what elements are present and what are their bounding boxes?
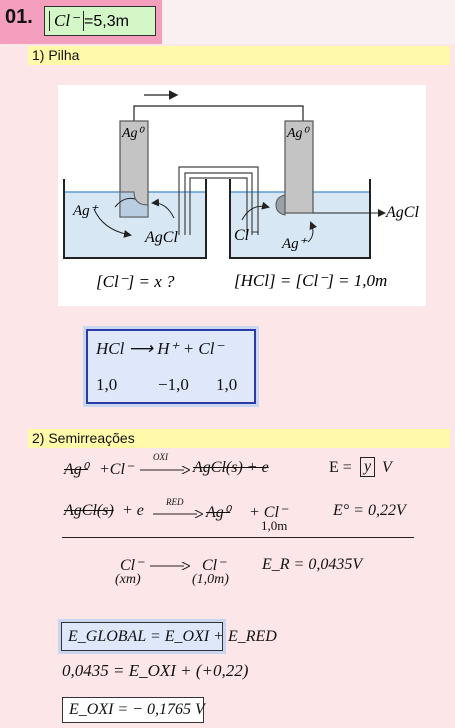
half1-arrow-label: OXI bbox=[153, 452, 168, 462]
overall-potential: E_R = 0,0435V bbox=[262, 556, 363, 573]
dissociation-conc-hcl: 1,0 bbox=[96, 375, 118, 394]
overall-arrow bbox=[150, 562, 190, 570]
sum-divider bbox=[62, 537, 414, 538]
half1-potential-lhs: E = bbox=[329, 459, 352, 476]
half1-potential-unit: V bbox=[382, 459, 392, 476]
final-answer: E_OXI = − 0,1765 V bbox=[69, 701, 205, 718]
answer-species: Cl⁻ bbox=[49, 11, 84, 31]
half2-concentration: 1,0m bbox=[261, 518, 288, 533]
half1-product: AgCl(s) + e bbox=[193, 459, 269, 476]
question-header bbox=[0, 0, 455, 44]
overall-left-species: Cl⁻ bbox=[120, 557, 144, 574]
half2-product-cl: + Cl⁻ bbox=[249, 504, 288, 521]
half2-arrow-label: RED bbox=[166, 497, 184, 507]
global-equation: E_GLOBAL = E_OXI + E_RED bbox=[68, 628, 277, 645]
left-electrode-label: Ag⁰ bbox=[122, 126, 144, 141]
answer-value: =5,3m bbox=[84, 13, 129, 30]
overall-left-concentration: (xm) bbox=[115, 572, 141, 587]
overall-right-species: Cl⁻ bbox=[202, 557, 226, 574]
final-answer-box bbox=[62, 697, 204, 723]
right-concentration-label: [HCl] = [Cl⁻] = 1,0m bbox=[234, 271, 388, 290]
right-ion-ag: Ag⁺ bbox=[282, 236, 307, 252]
right-ion-cl: Cl⁻ bbox=[234, 227, 258, 244]
global-equation-box bbox=[61, 622, 277, 651]
section-title-semirreacoes: 2) Semirreações bbox=[28, 429, 450, 448]
left-concentration-label: [Cl⁻] = x ? bbox=[96, 272, 175, 291]
question-number: 01. bbox=[5, 6, 33, 28]
dissociation-equation: HCl ⟶ H⁺ + Cl⁻ bbox=[96, 339, 224, 358]
dissociation-conc-cl: 1,0 bbox=[216, 375, 238, 394]
half2-electron: + e bbox=[122, 502, 144, 519]
left-product-agcl: AgCl bbox=[145, 229, 178, 246]
half1-arrow bbox=[140, 466, 190, 474]
half1-reactant-cl: +Cl⁻ bbox=[99, 461, 134, 478]
galvanic-cell-diagram bbox=[58, 85, 426, 306]
section-title-pilha: 1) Pilha bbox=[28, 46, 450, 65]
answer-box bbox=[44, 6, 156, 36]
half1-reactant-ag: Ag⁰ bbox=[64, 461, 89, 478]
right-electrode-label: Ag⁰ bbox=[287, 126, 309, 141]
dissociation-box bbox=[86, 329, 256, 404]
half2-product-ag: Ag⁰ bbox=[206, 504, 231, 521]
right-product-agcl: AgCl bbox=[386, 204, 419, 221]
dissociation-conc-h: −1,0 bbox=[158, 375, 189, 394]
left-ion-ag: Ag⁺ bbox=[73, 203, 98, 219]
substituted-equation: 0,0435 = E_OXI + (+0,22) bbox=[62, 661, 249, 680]
overall-right-concentration: (1,0m) bbox=[192, 572, 229, 587]
half2-potential: E° = 0,22V bbox=[333, 502, 406, 519]
half2-reactant: AgCl(s) bbox=[64, 502, 114, 519]
half1-potential-var: y bbox=[360, 457, 375, 477]
half2-arrow bbox=[153, 510, 203, 518]
